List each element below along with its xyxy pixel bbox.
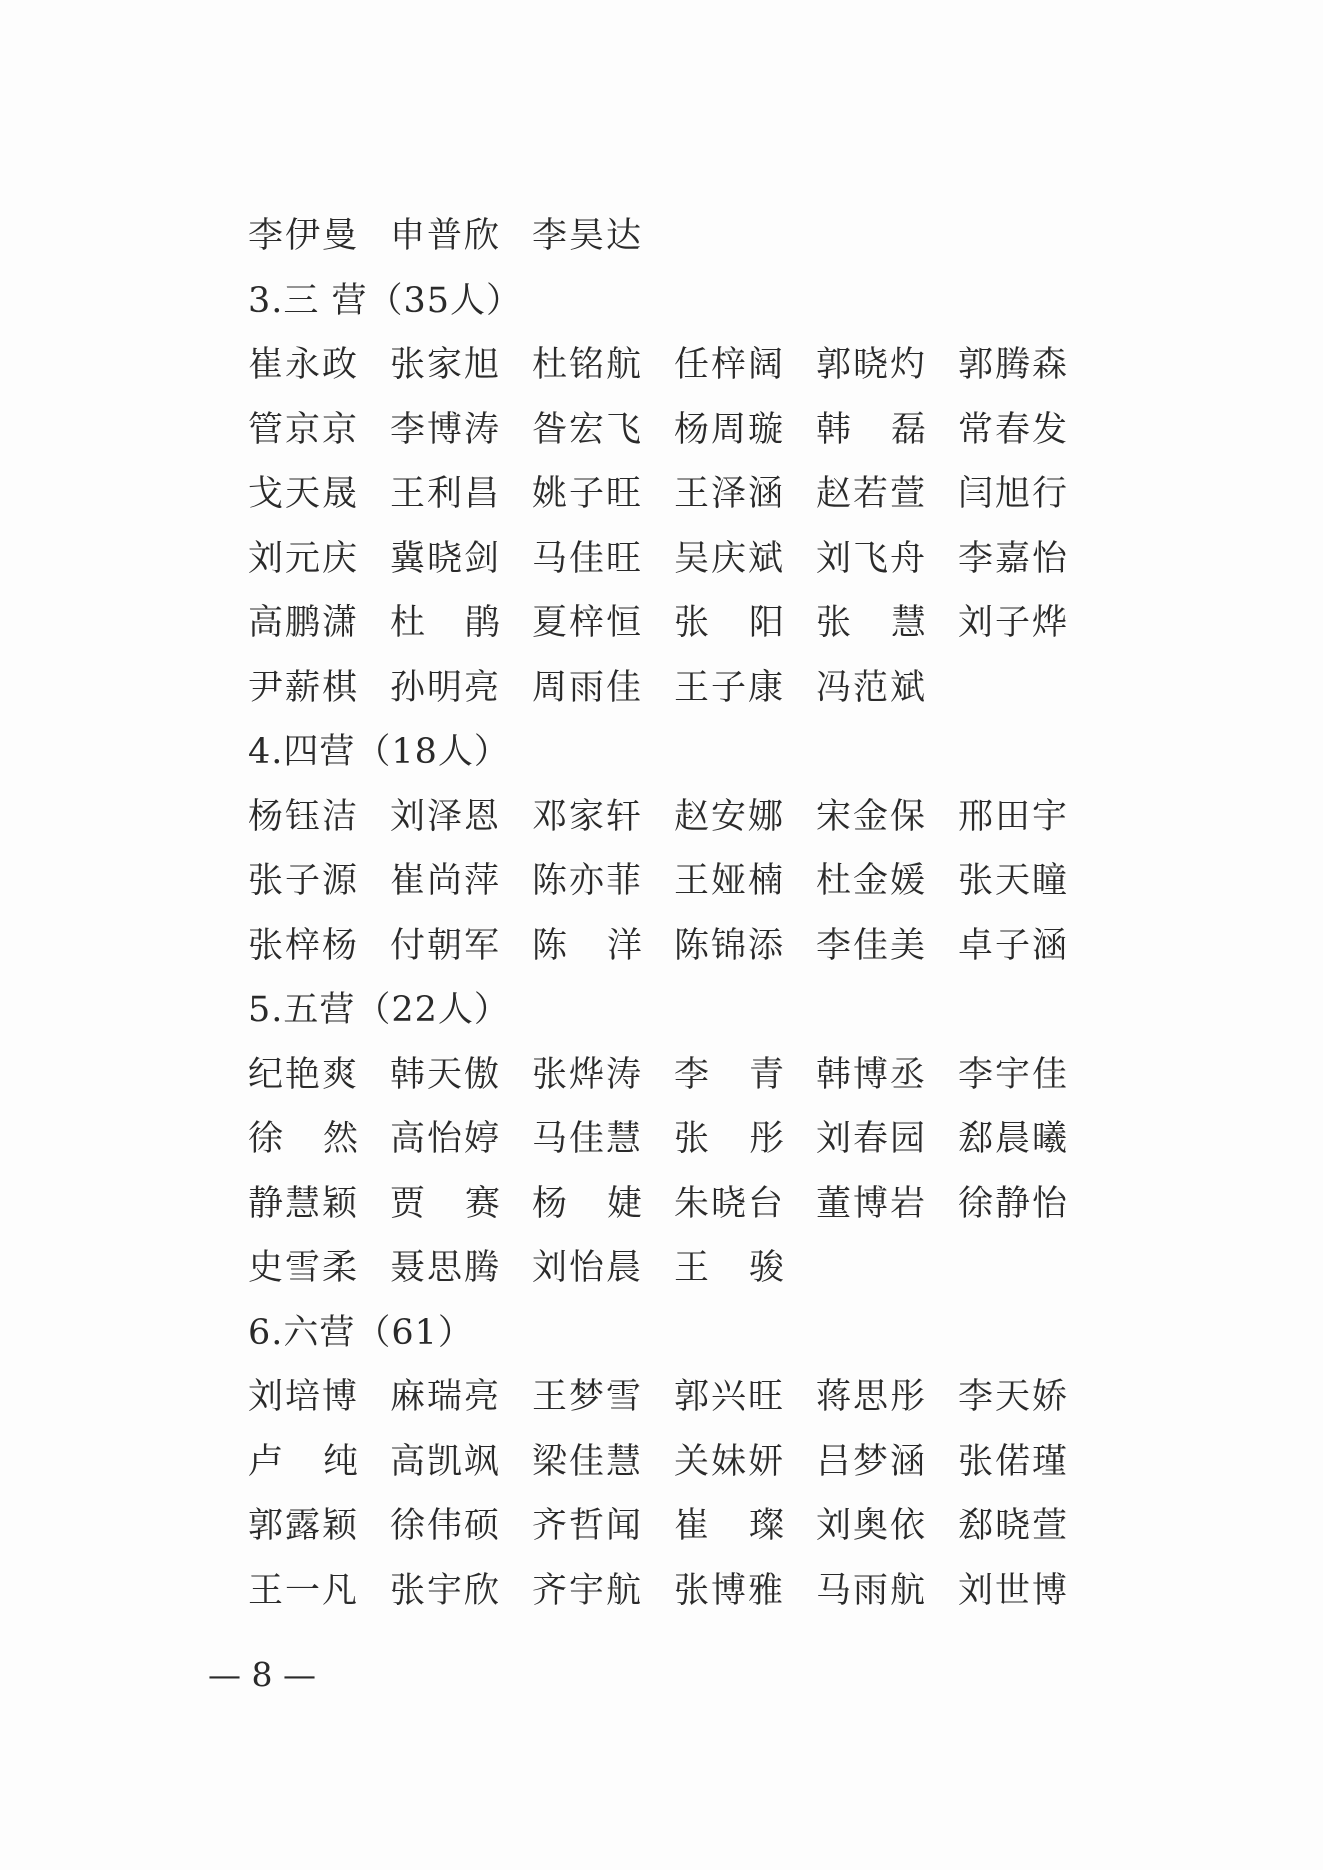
person-name: 郄晨曦: [958, 1119, 1070, 1159]
person-name: 纪艳爽: [248, 1054, 360, 1095]
person-name: 聂思腾: [390, 1248, 502, 1288]
person-name: 刘世博: [958, 1570, 1070, 1611]
person-name: 崔尚萍: [390, 861, 502, 901]
person-name: 杜铭航: [532, 345, 644, 385]
person-name: 刘怡晨: [532, 1248, 644, 1288]
person-name: 徐 然: [248, 1119, 358, 1159]
person-name: 吕梦涵: [816, 1441, 928, 1482]
person-name: 陈 洋: [532, 925, 642, 966]
person-name: 卓子涵: [958, 925, 1070, 966]
person-name: 董博岩: [816, 1183, 928, 1224]
person-name: 李宇佳: [958, 1054, 1070, 1095]
person-name: 郭腾森: [958, 345, 1070, 385]
person-name: 姚子旺: [532, 474, 644, 514]
person-name: 崔 璨: [674, 1506, 784, 1546]
person-name: 张家旭: [390, 345, 502, 385]
person-name: 刘元庆: [248, 538, 360, 579]
person-name: 张天瞳: [958, 861, 1070, 901]
person-name: 周雨佳: [532, 667, 644, 708]
person-name: 张子源: [248, 861, 360, 901]
person-name: 梁佳慧: [532, 1441, 644, 1482]
person-name: 申普欣: [390, 216, 502, 256]
person-name: 麻瑞亮: [390, 1377, 502, 1417]
person-name: 李昊达: [532, 216, 644, 256]
person-name: 关妹妍: [674, 1441, 786, 1482]
person-name: 赵若萱: [816, 474, 928, 514]
person-name: 昝宏飞: [532, 409, 644, 450]
section-heading: 4.四营（18人）: [248, 732, 510, 772]
person-name: 吴庆斌: [674, 538, 786, 579]
person-name: 刘奥依: [816, 1506, 928, 1546]
person-name: 王一凡: [248, 1570, 360, 1611]
person-name: 李天娇: [958, 1377, 1070, 1417]
person-name: 王 骏: [674, 1248, 784, 1288]
person-name: 马佳慧: [532, 1119, 644, 1159]
person-name: 杜金媛: [816, 861, 928, 901]
person-name: 张梓杨: [248, 925, 360, 966]
person-name: 高凯飒: [390, 1441, 502, 1482]
person-name: 王泽涵: [674, 474, 786, 514]
person-name: 马佳旺: [532, 538, 644, 579]
person-name: 韩 磊: [816, 409, 926, 450]
person-name: 常春发: [958, 409, 1070, 450]
person-name: 陈亦菲: [532, 861, 644, 901]
person-name: 李博涛: [390, 409, 502, 450]
person-name: 朱晓台: [674, 1183, 786, 1224]
person-name: 徐静怡: [958, 1183, 1070, 1224]
person-name: 王娅楠: [674, 861, 786, 901]
person-name: 王梦雪: [532, 1377, 644, 1417]
person-name: 李伊曼: [248, 216, 360, 256]
section-heading: 3.三 营（35人）: [248, 280, 523, 321]
person-name: 张 彤: [674, 1119, 784, 1159]
person-name: 尹薪棋: [248, 667, 360, 708]
person-name: 付朝军: [390, 925, 502, 966]
person-name: 李 青: [674, 1054, 784, 1095]
person-name: 杨周璇: [674, 409, 786, 450]
person-name: 孙明亮: [390, 667, 502, 708]
person-name: 齐哲闻: [532, 1506, 644, 1546]
person-name: 陈锦添: [674, 925, 786, 966]
person-name: 赵安娜: [674, 796, 786, 837]
person-name: 张博雅: [674, 1570, 786, 1611]
person-name: 李佳美: [816, 925, 928, 966]
person-name: 张偌瑾: [958, 1441, 1070, 1482]
person-name: 郭露颖: [248, 1506, 360, 1546]
person-name: 杜 鹃: [390, 603, 500, 643]
page-number: — 8 —: [208, 1655, 316, 1694]
person-name: 齐宇航: [532, 1570, 644, 1611]
section-heading: 6.六营（61）: [248, 1312, 474, 1353]
person-name: 邢田宇: [958, 796, 1070, 837]
person-name: 刘泽恩: [390, 796, 502, 837]
person-name: 杨 婕: [532, 1183, 642, 1224]
person-name: 刘春园: [816, 1119, 928, 1159]
person-name: 闫旭行: [958, 474, 1070, 514]
person-name: 郄晓萱: [958, 1506, 1070, 1546]
person-name: 李嘉怡: [958, 538, 1070, 579]
person-name: 张 阳: [674, 603, 784, 643]
person-name: 静慧颖: [248, 1183, 360, 1224]
person-name: 夏梓恒: [532, 603, 644, 643]
person-name: 卢 纯: [248, 1441, 358, 1482]
person-name: 韩博丞: [816, 1054, 928, 1095]
person-name: 戈天晟: [248, 474, 360, 514]
person-name: 郭兴旺: [674, 1377, 786, 1417]
person-name: 张宇欣: [390, 1570, 502, 1611]
person-name: 郭晓灼: [816, 345, 928, 385]
person-name: 徐伟硕: [390, 1506, 502, 1546]
section-heading: 5.五营（22人）: [248, 990, 510, 1030]
person-name: 王子康: [674, 667, 786, 708]
person-name: 贾 赛: [390, 1183, 500, 1224]
person-name: 邓家轩: [532, 796, 644, 837]
person-name: 刘子烨: [958, 603, 1070, 643]
person-name: 崔永政: [248, 345, 360, 385]
person-name: 高怡婷: [390, 1119, 502, 1159]
person-name: 蒋思彤: [816, 1377, 928, 1417]
person-name: 张 慧: [816, 603, 926, 643]
person-name: 马雨航: [816, 1570, 928, 1611]
person-name: 冀晓剑: [390, 538, 502, 579]
person-name: 高鹏潇: [248, 603, 360, 643]
person-name: 任梓阔: [674, 345, 786, 385]
person-name: 王利昌: [390, 474, 502, 514]
person-name: 杨钰洁: [248, 796, 360, 837]
person-name: 冯范斌: [816, 667, 928, 708]
person-name: 宋金保: [816, 796, 928, 837]
person-name: 韩天傲: [390, 1054, 502, 1095]
person-name: 刘飞舟: [816, 538, 928, 579]
person-name: 张烨涛: [532, 1054, 644, 1095]
person-name: 刘培博: [248, 1377, 360, 1417]
person-name: 管京京: [248, 409, 360, 450]
person-name: 史雪柔: [248, 1248, 360, 1288]
